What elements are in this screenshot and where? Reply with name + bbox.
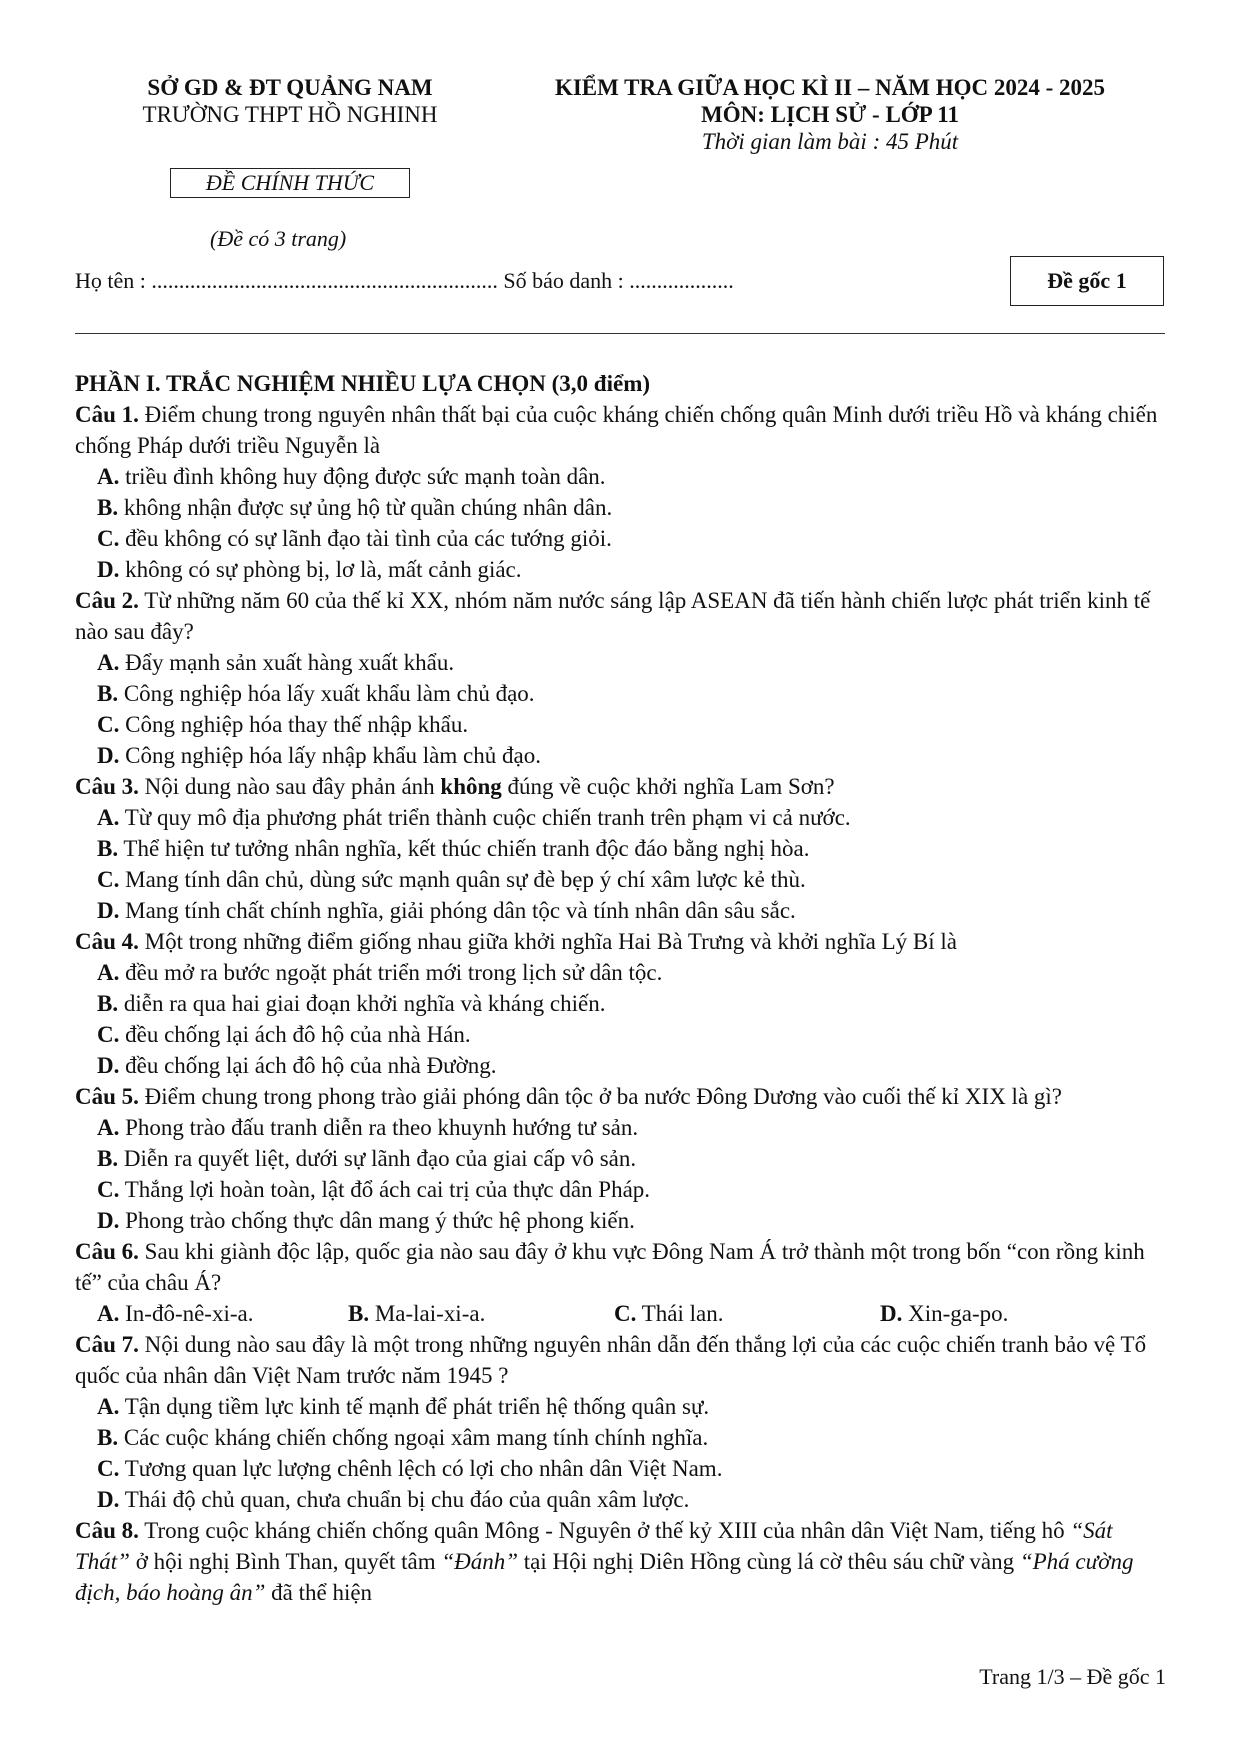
option-text: Xin-ga-po. <box>902 1301 1009 1326</box>
exam-body <box>75 368 1170 1608</box>
option-text: đều chống lại ách đô hộ của nhà Đường. <box>119 1053 497 1078</box>
option-letter: C. <box>614 1301 637 1326</box>
option <box>97 554 1170 585</box>
option-letter: B. <box>348 1301 370 1326</box>
option-text: Diễn ra quyết liệt, dưới sự lãnh đạo của giai cấp vô sản. <box>118 1146 637 1171</box>
exam-time: Thời gian làm bài : 45 Phút <box>701 129 959 154</box>
option <box>348 1298 614 1329</box>
option <box>97 492 1170 523</box>
option-text: Công nghiệp hóa lấy xuất khẩu làm chủ đạo. <box>118 681 535 706</box>
question-quote: “Phá cường địch, báo hoàng ân” <box>75 1549 1134 1605</box>
option-letter: A. <box>97 960 120 985</box>
option-letter: A. <box>97 805 120 830</box>
option <box>97 1391 1170 1422</box>
option-text: Từ quy mô địa phương phát triển thành cuộc chiến tranh trên phạm vi cả nước. <box>119 805 851 830</box>
option-text: diễn ra qua hai giai đoạn khởi nghĩa và kháng chiến. <box>118 991 606 1016</box>
option-text: đều chống lại ách đô hộ của nhà Hán. <box>119 1022 471 1047</box>
option-row <box>97 1298 1170 1329</box>
option-text: đều mở ra bước ngoặt phát triển mới trong lịch sử dân tộc. <box>119 960 663 985</box>
question <box>75 1329 1170 1391</box>
option-letter: A. <box>97 1394 120 1419</box>
option-letter: D. <box>97 1487 120 1512</box>
option-text: Công nghiệp hóa thay thế nhập khẩu. <box>119 712 469 737</box>
option-letter: C. <box>97 712 120 737</box>
option-letter: D. <box>97 743 120 768</box>
option <box>97 709 1170 740</box>
option <box>97 461 1170 492</box>
option <box>97 864 1170 895</box>
option-letter: B. <box>97 836 119 861</box>
school-name: TRƯỜNG THPT HỒ NGHINH <box>142 102 438 127</box>
question-text: tại Hội nghị Diên Hồng cùng lá cờ thêu sáu chữ vàng <box>518 1549 1020 1574</box>
option-text: Thái độ chủ quan, chưa chuẩn bị chu đáo của quân xâm lược. <box>119 1487 690 1512</box>
option <box>97 647 1170 678</box>
option-text: triều đình không huy động được sức mạnh toàn dân. <box>119 464 606 489</box>
option <box>97 1112 1170 1143</box>
question-label: Câu 4. <box>75 929 139 954</box>
question <box>75 1081 1170 1112</box>
question-label: Câu 7. <box>75 1332 139 1357</box>
option-letter: B. <box>97 681 119 706</box>
question-label: Câu 8. <box>75 1518 139 1543</box>
option <box>97 957 1170 988</box>
question <box>75 1236 1170 1298</box>
option-text: In-đô-nê-xi-a. <box>119 1301 254 1326</box>
option-letter: C. <box>97 867 120 892</box>
option-text: Đẩy mạnh sản xuất hàng xuất khẩu. <box>119 650 455 675</box>
question-text: đã thể hiện <box>265 1580 373 1605</box>
option <box>97 740 1170 771</box>
question-text: Trong cuộc kháng chiến chống quân Mông - Nguyên ở thế kỷ XIII của nhân dân Việt Nam, tiếng hô <box>138 1518 1071 1543</box>
question <box>75 1515 1170 1608</box>
option <box>97 523 1170 554</box>
question-text: Sau khi giành độc lập, quốc gia nào sau đây ở khu vực Đông Nam Á trở thành một trong bốn “con rồng kinh tế” của châu Á? <box>75 1239 1145 1295</box>
pages-note: (Đề có 3 trang) <box>210 226 347 251</box>
question <box>75 926 1170 957</box>
question-label: Câu 5. <box>75 1084 139 1109</box>
option <box>97 988 1170 1019</box>
question-label: Câu 6. <box>75 1239 139 1264</box>
section-title: PHẦN I. TRẮC NGHIỆM NHIỀU LỰA CHỌN (3,0 điểm) <box>75 371 651 396</box>
header-left <box>110 74 470 128</box>
option <box>97 1019 1170 1050</box>
option-text: không nhận được sự ủng hộ từ quần chúng nhân dân. <box>118 495 613 520</box>
department-name: SỞ GD & ĐT QUẢNG NAM <box>147 75 433 100</box>
question-text: Từ những năm 60 của thế kỉ XX, nhóm năm nước sáng lập ASEAN đã tiến hành chiến lược phát triển kinh tế nào sau đây? <box>75 588 1151 644</box>
option-letter: C. <box>97 1022 120 1047</box>
question-quote: “Đánh” <box>441 1549 519 1574</box>
option-text: Phong trào đấu tranh diễn ra theo khuynh hướng tư sản. <box>119 1115 639 1140</box>
question-text: Nội dung nào sau đây phản ánh <box>138 774 441 799</box>
option-letter: A. <box>97 464 120 489</box>
option-letter: D. <box>97 1208 120 1233</box>
question-text: Một trong những điểm giống nhau giữa khởi nghĩa Hai Bà Trưng và khởi nghĩa Lý Bí là <box>138 929 958 954</box>
option-letter: B. <box>97 1146 119 1171</box>
option-text: không có sự phòng bị, lơ là, mất cảnh giác. <box>119 557 522 582</box>
option <box>97 1050 1170 1081</box>
option-letter: C. <box>97 526 120 551</box>
option-text: Mang tính chất chính nghĩa, giải phóng dân tộc và tính nhân dân sâu sắc. <box>119 898 796 923</box>
option <box>97 1205 1170 1236</box>
option-text: Tương quan lực lượng chênh lệch có lợi cho nhân dân Việt Nam. <box>119 1456 723 1481</box>
option-text: Mang tính dân chủ, dùng sức mạnh quân sự đè bẹp ý chí xâm lược kẻ thù. <box>119 867 806 892</box>
option-letter: D. <box>97 1053 120 1078</box>
option-letter: C. <box>97 1177 120 1202</box>
option-text: Phong trào chống thực dân mang ý thức hệ phong kiến. <box>119 1208 635 1233</box>
option-letter: B. <box>97 991 119 1016</box>
option-letter: D. <box>97 557 120 582</box>
option-text: Công nghiệp hóa lấy nhập khẩu làm chủ đạo. <box>119 743 541 768</box>
question-text: Nội dung nào sau đây là một trong những nguyên nhân dẫn đến thắng lợi của các cuộc chiến tranh bảo vệ Tổ quốc của nhân dân Việt Nam trước năm 1945 ? <box>75 1332 1147 1388</box>
subject-title: MÔN: LỊCH SỬ - LỚP 11 <box>701 102 959 127</box>
question-label: Câu 1. <box>75 402 139 427</box>
student-info-line: Họ tên : ............................................................... Số báo danh : ................... <box>75 268 734 293</box>
option-text: Thể hiện tư tưởng nhân nghĩa, kết thúc chiến tranh độc đáo bằng nghị hòa. <box>118 836 810 861</box>
question-emphasis: không <box>440 774 502 799</box>
header-right <box>510 74 1150 155</box>
option <box>97 1143 1170 1174</box>
option <box>97 678 1170 709</box>
option <box>880 1298 1008 1329</box>
question-text: Điểm chung trong phong trào giải phóng dân tộc ở ba nước Đông Dương vào cuối thế kỉ XIX là gì? <box>138 1084 1062 1109</box>
header-divider <box>75 333 1165 334</box>
option <box>97 1174 1170 1205</box>
option-text: Ma-lai-xi-a. <box>369 1301 486 1326</box>
option-text: đều không có sự lãnh đạo tài tình của các tướng giỏi. <box>119 526 612 551</box>
option-letter: D. <box>880 1301 903 1326</box>
option <box>97 802 1170 833</box>
option-letter: A. <box>97 650 120 675</box>
option <box>97 1298 348 1329</box>
question-text: đúng về cuộc khởi nghĩa Lam Sơn? <box>501 774 835 799</box>
option-letter: C. <box>97 1456 120 1481</box>
option-text: Thái lan. <box>636 1301 724 1326</box>
question-quote: “Sát Thát” <box>75 1518 1113 1574</box>
option <box>614 1298 880 1329</box>
question-text: Điểm chung trong nguyên nhân thất bại của cuộc kháng chiến chống quân Minh dưới triều Hồ và kháng chiến chống Pháp dưới triều Nguyễn là <box>75 402 1158 458</box>
exam-title: KIỂM TRA GIỮA HỌC KÌ II – NĂM HỌC 2024 - 2025 <box>554 75 1106 100</box>
option <box>97 895 1170 926</box>
question-label: Câu 3. <box>75 774 139 799</box>
option-letter: A. <box>97 1115 120 1140</box>
page-footer: Trang 1/3 – Đề gốc 1 <box>979 1664 1166 1689</box>
question-label: Câu 2. <box>75 588 139 613</box>
question-text: ở hội nghị Bình Than, quyết tâm <box>129 1549 442 1574</box>
question <box>75 399 1170 461</box>
option-letter: A. <box>97 1301 120 1326</box>
option-text: Tận dụng tiềm lực kinh tế mạnh để phát triển hệ thống quân sự. <box>119 1394 710 1419</box>
exam-code-box: Đề gốc 1 <box>1010 256 1164 306</box>
option-letter: B. <box>97 495 119 520</box>
option-text: Thắng lợi hoàn toàn, lật đổ ách cai trị của thực dân Pháp. <box>119 1177 651 1202</box>
option <box>97 1484 1170 1515</box>
question <box>75 771 1170 802</box>
option-letter: D. <box>97 898 120 923</box>
option <box>97 1453 1170 1484</box>
option <box>97 833 1170 864</box>
option <box>97 1422 1170 1453</box>
option-letter: B. <box>97 1425 119 1450</box>
question <box>75 585 1170 647</box>
option-text: Các cuộc kháng chiến chống ngoại xâm mang tính chính nghĩa. <box>118 1425 709 1450</box>
official-label: ĐỀ CHÍNH THỨC <box>170 168 410 198</box>
